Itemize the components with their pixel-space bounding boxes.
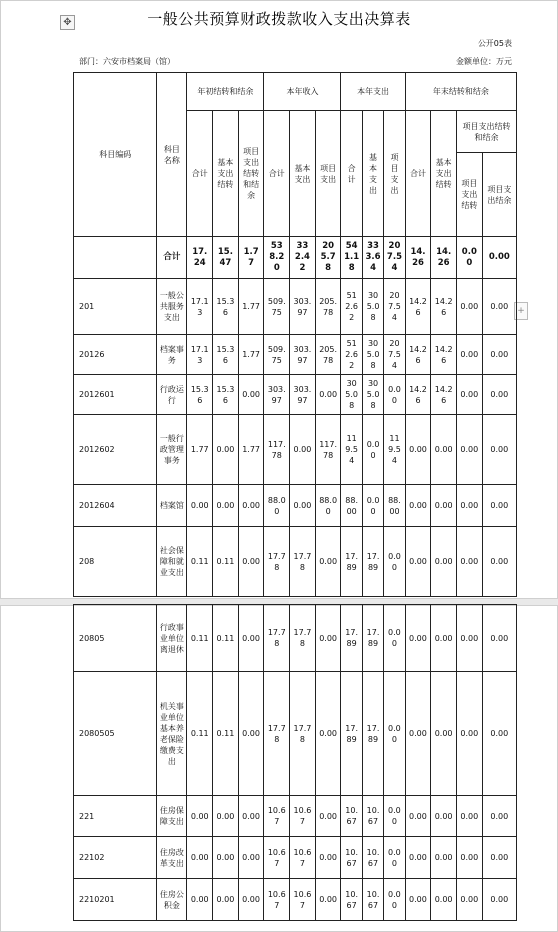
header-begin-total: 合计 — [187, 111, 213, 237]
cell-subject-code: 2210201 — [74, 879, 157, 921]
cell-amount: 0.00 — [456, 605, 482, 672]
table-row — [74, 605, 517, 672]
header-group-expense: 本年支出 — [341, 73, 405, 111]
cell-amount: 10.67 — [341, 837, 362, 879]
cell-amount: 303.97 — [264, 375, 290, 415]
cell-subject-code: 20805 — [74, 605, 157, 672]
table-row — [74, 527, 517, 597]
cell-amount: 0.00 — [187, 485, 213, 527]
cell-amount: 0.00 — [213, 879, 239, 921]
table-row — [74, 837, 517, 879]
cell-amount: 0.00 — [482, 879, 516, 921]
cell-amount: 17.78 — [264, 527, 290, 597]
cell-amount: 0.00 — [290, 485, 316, 527]
cell-amount: 0.00 — [431, 527, 457, 597]
cell-amount: 0.00 — [405, 796, 431, 837]
cell-amount: 1.77 — [238, 415, 264, 485]
cell-amount: 0.00 — [238, 485, 264, 527]
cell-amount: 0.00 — [315, 527, 341, 597]
cell-amount: 0.00 — [187, 796, 213, 837]
cell-amount: 0.00 — [238, 605, 264, 672]
cell-amount: 10.67 — [362, 879, 383, 921]
header-subject-name: 科目名称 — [157, 73, 187, 237]
cell-amount: 0.00 — [457, 375, 483, 415]
cell-amount: 0.00 — [405, 527, 431, 597]
cell-amount: 509.75 — [264, 279, 290, 335]
cell-amount: 332.42 — [290, 237, 316, 279]
cell-subject-name: 档案馆 — [157, 485, 187, 527]
cell-amount: 0.00 — [238, 837, 264, 879]
cell-amount: 15.36 — [187, 375, 213, 415]
cell-amount: 17.89 — [362, 605, 383, 672]
cell-amount: 0.00 — [315, 837, 341, 879]
cell-amount: 207.54 — [384, 335, 405, 375]
document-title: 一般公共预算财政拨款收入支出决算表 — [147, 10, 411, 28]
cell-amount: 205.78 — [315, 237, 341, 279]
cell-amount: 0.11 — [213, 527, 239, 597]
cell-amount: 0.00 — [457, 237, 483, 279]
cell-amount: 10.67 — [264, 796, 290, 837]
cell-subject-code — [74, 237, 157, 279]
cell-amount: 14.26 — [431, 237, 457, 279]
cell-amount: 0.00 — [405, 879, 431, 921]
cell-amount: 0.00 — [384, 527, 405, 597]
header-group-income: 本年收入 — [264, 73, 341, 111]
cell-amount: 0.00 — [482, 279, 516, 335]
cell-amount: 0.00 — [384, 796, 405, 837]
cell-amount: 0.00 — [405, 672, 431, 796]
cell-amount: 0.00 — [213, 796, 239, 837]
cell-subject-name: 行政运行 — [157, 375, 187, 415]
cell-subject-name: 档案事务 — [157, 335, 187, 375]
cell-subject-code: 208 — [74, 527, 157, 597]
header-end-project-surplus: 项目支出结余 — [482, 153, 516, 237]
cell-amount: 119.54 — [384, 415, 405, 485]
move-handle-icon[interactable]: ✥ — [60, 15, 75, 30]
header-end-total: 合计 — [405, 111, 431, 237]
cell-amount: 0.00 — [405, 837, 431, 879]
cell-amount: 17.13 — [187, 335, 213, 375]
cell-amount: 0.11 — [187, 672, 213, 796]
table-tag: 公开05表 — [477, 39, 512, 48]
cell-amount: 0.00 — [431, 796, 457, 837]
budget-table-page-2 — [73, 604, 517, 921]
cell-amount: 0.00 — [457, 279, 483, 335]
cell-amount: 207.54 — [384, 237, 405, 279]
cell-subject-code: 201 — [74, 279, 157, 335]
table-row — [74, 335, 517, 375]
cell-amount: 17.89 — [362, 527, 383, 597]
cell-amount: 541.18 — [341, 237, 362, 279]
cell-amount: 14.26 — [405, 335, 431, 375]
unit-label: 金额单位：万元 — [456, 57, 512, 66]
cell-amount: 17.78 — [290, 605, 316, 672]
cell-amount: 88.00 — [264, 485, 290, 527]
cell-subject-code: 2012604 — [74, 485, 157, 527]
table-row — [74, 672, 517, 796]
cell-subject-name: 行政事业单位离退休 — [157, 605, 187, 672]
cell-subject-name: 一般行政管理事务 — [157, 415, 187, 485]
cell-amount: 0.00 — [315, 796, 341, 837]
cell-amount: 0.00 — [431, 605, 457, 672]
cell-amount: 1.77 — [187, 415, 213, 485]
cell-amount: 512.62 — [341, 335, 362, 375]
cell-amount: 0.00 — [290, 415, 316, 485]
cell-amount: 0.00 — [431, 415, 457, 485]
cell-amount: 10.67 — [290, 796, 316, 837]
cell-amount: 0.00 — [456, 796, 482, 837]
cell-subject-name: 机关事业单位基本养老保险缴费支出 — [157, 672, 187, 796]
cell-amount: 17.89 — [341, 527, 362, 597]
cell-amount: 0.00 — [187, 879, 213, 921]
cell-amount: 0.00 — [362, 485, 383, 527]
header-income-project: 项目支出 — [315, 111, 341, 237]
cell-amount: 0.00 — [213, 485, 239, 527]
cell-subject-name: 社会保障和就业支出 — [157, 527, 187, 597]
cell-amount: 1.77 — [238, 279, 264, 335]
cell-amount: 303.97 — [290, 375, 316, 415]
cell-amount: 0.00 — [482, 796, 516, 837]
cell-amount: 305.08 — [341, 375, 362, 415]
cell-amount: 10.67 — [341, 796, 362, 837]
cell-amount: 305.08 — [362, 375, 383, 415]
cell-amount: 305.08 — [362, 335, 383, 375]
cell-amount: 15.36 — [213, 279, 239, 335]
header-income-total: 合计 — [264, 111, 290, 237]
cell-amount: 14.26 — [431, 375, 457, 415]
cell-amount: 88.00 — [341, 485, 362, 527]
cell-amount: 88.00 — [315, 485, 341, 527]
cell-amount: 0.00 — [482, 415, 516, 485]
cell-amount: 0.00 — [431, 837, 457, 879]
cell-amount: 0.00 — [405, 415, 431, 485]
cell-amount: 0.00 — [315, 879, 341, 921]
cell-amount: 0.00 — [362, 415, 383, 485]
cell-amount: 15.36 — [213, 335, 239, 375]
cell-amount: 0.00 — [482, 485, 516, 527]
budget-table-page-1 — [73, 72, 517, 597]
cell-amount: 10.67 — [341, 879, 362, 921]
cell-subject-name: 合计 — [157, 237, 187, 279]
cell-amount: 0.00 — [457, 415, 483, 485]
cell-amount: 333.64 — [362, 237, 383, 279]
cell-amount: 17.78 — [290, 527, 316, 597]
cell-amount: 0.00 — [315, 375, 341, 415]
table-row — [74, 375, 517, 415]
header-expense-basic: 基本支出 — [362, 111, 383, 237]
cell-amount: 0.00 — [456, 837, 482, 879]
cell-amount: 0.00 — [457, 527, 483, 597]
table-row — [74, 415, 517, 485]
header-expense-total: 合计 — [341, 111, 362, 237]
cell-amount: 0.00 — [482, 527, 516, 597]
cell-amount: 0.00 — [384, 375, 405, 415]
cell-amount: 0.00 — [456, 879, 482, 921]
cell-amount: 0.00 — [384, 879, 405, 921]
cell-amount: 0.00 — [456, 672, 482, 796]
cell-amount: 10.67 — [362, 837, 383, 879]
cell-subject-code: 2080505 — [74, 672, 157, 796]
cell-amount: 14.26 — [431, 279, 457, 335]
cell-amount: 17.89 — [341, 672, 362, 796]
cell-amount: 0.00 — [482, 672, 516, 796]
cell-amount: 0.00 — [238, 527, 264, 597]
cell-amount: 10.67 — [362, 796, 383, 837]
cell-amount: 17.78 — [264, 605, 290, 672]
cell-subject-code: 2012602 — [74, 415, 157, 485]
cell-amount: 303.97 — [290, 279, 316, 335]
cell-amount: 88.00 — [384, 485, 405, 527]
cell-amount: 305.08 — [362, 279, 383, 335]
header-end-basic: 基本支出结转 — [431, 111, 457, 237]
cell-amount: 538.20 — [264, 237, 290, 279]
cell-amount: 0.00 — [431, 879, 457, 921]
cell-amount: 0.00 — [482, 237, 516, 279]
cell-amount: 0.00 — [405, 605, 431, 672]
cell-amount: 14.26 — [431, 335, 457, 375]
cell-amount: 0.00 — [213, 837, 239, 879]
header-end-project-carry: 项目支出结转 — [457, 153, 483, 237]
cell-amount: 1.77 — [238, 237, 264, 279]
cell-amount: 0.00 — [187, 837, 213, 879]
cell-amount: 0.00 — [238, 375, 264, 415]
cell-amount: 0.00 — [431, 672, 457, 796]
cell-amount: 0.00 — [315, 605, 341, 672]
cell-amount: 17.89 — [341, 605, 362, 672]
cell-amount: 0.00 — [384, 837, 405, 879]
table-row — [74, 796, 517, 837]
cell-amount: 14.26 — [405, 237, 431, 279]
cell-amount: 17.78 — [264, 672, 290, 796]
cell-amount: 0.00 — [431, 485, 457, 527]
cell-amount: 0.00 — [213, 415, 239, 485]
department-label: 部门：六安市档案局（馆） — [79, 57, 175, 66]
cell-amount: 17.13 — [187, 279, 213, 335]
cell-amount: 17.78 — [290, 672, 316, 796]
cell-amount: 0.00 — [482, 605, 516, 672]
cell-subject-name: 一般公共服务支出 — [157, 279, 187, 335]
cell-subject-name: 住房公积金 — [157, 879, 187, 921]
cell-amount: 117.78 — [264, 415, 290, 485]
cell-amount: 10.67 — [264, 837, 290, 879]
cell-amount: 14.26 — [405, 375, 431, 415]
cell-subject-code: 20126 — [74, 335, 157, 375]
cell-amount: 15.47 — [213, 237, 239, 279]
cell-amount: 0.11 — [187, 605, 213, 672]
cell-amount: 10.67 — [290, 837, 316, 879]
cell-amount: 15.36 — [213, 375, 239, 415]
cell-amount: 0.00 — [405, 485, 431, 527]
header-group-end: 年末结转和结余 — [405, 73, 516, 111]
cell-amount: 205.78 — [315, 279, 341, 335]
header-end-project-group: 项目支出结转和结余 — [457, 111, 517, 153]
cell-amount: 119.54 — [341, 415, 362, 485]
cell-amount: 0.00 — [457, 485, 483, 527]
cell-amount: 0.11 — [213, 672, 239, 796]
cell-subject-code: 22102 — [74, 837, 157, 879]
add-column-icon[interactable]: + — [514, 302, 528, 320]
table-row — [74, 879, 517, 921]
header-group-begin: 年初结转和结余 — [187, 73, 264, 111]
cell-amount: 0.00 — [238, 672, 264, 796]
cell-amount: 0.00 — [315, 672, 341, 796]
cell-subject-code: 221 — [74, 796, 157, 837]
cell-amount: 512.62 — [341, 279, 362, 335]
table-row — [74, 279, 517, 335]
cell-amount: 0.00 — [482, 375, 516, 415]
total-row — [74, 237, 517, 279]
cell-amount: 509.75 — [264, 335, 290, 375]
header-subject-code: 科目编码 — [74, 73, 157, 237]
header-begin-project: 项目支出结转和结余 — [238, 111, 264, 237]
cell-amount: 0.11 — [187, 527, 213, 597]
header-income-basic: 基本支出 — [290, 111, 316, 237]
cell-amount: 0.00 — [384, 672, 405, 796]
cell-subject-code: 2012601 — [74, 375, 157, 415]
cell-amount: 0.11 — [213, 605, 239, 672]
table-row — [74, 485, 517, 527]
cell-amount: 0.00 — [482, 335, 516, 375]
cell-amount: 17.24 — [187, 237, 213, 279]
cell-amount: 0.00 — [457, 335, 483, 375]
header-begin-basic: 基本支出结转 — [213, 111, 239, 237]
cell-subject-name: 住房保障支出 — [157, 796, 187, 837]
cell-amount: 0.00 — [482, 837, 516, 879]
header-expense-project: 项目支出 — [384, 111, 405, 237]
cell-amount: 10.67 — [264, 879, 290, 921]
cell-amount: 207.54 — [384, 279, 405, 335]
cell-amount: 117.78 — [315, 415, 341, 485]
cell-amount: 0.00 — [238, 879, 264, 921]
cell-amount: 205.78 — [315, 335, 341, 375]
cell-amount: 1.77 — [238, 335, 264, 375]
cell-amount: 303.97 — [290, 335, 316, 375]
cell-amount: 14.26 — [405, 279, 431, 335]
cell-amount: 17.89 — [362, 672, 383, 796]
cell-amount: 0.00 — [384, 605, 405, 672]
cell-amount: 10.67 — [290, 879, 316, 921]
cell-amount: 0.00 — [238, 796, 264, 837]
cell-subject-name: 住房改革支出 — [157, 837, 187, 879]
